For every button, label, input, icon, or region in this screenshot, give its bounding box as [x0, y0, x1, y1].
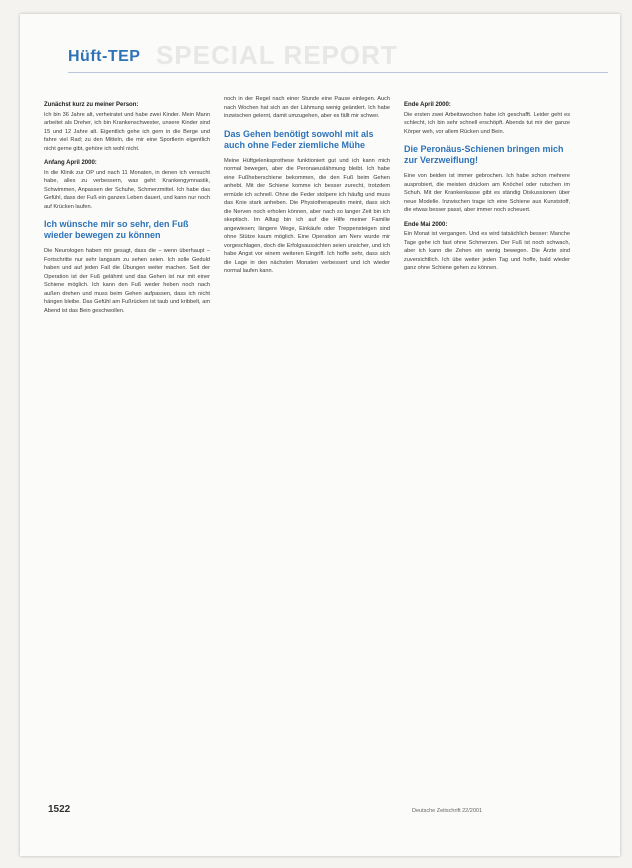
- column-left: [44, 95, 210, 319]
- header-banner: SPECIAL REPORT: [156, 40, 398, 70]
- footer-source: Deutsche Zeitschrift 22/2001: [412, 808, 483, 814]
- page-header: [36, 34, 606, 78]
- subheading: Die Peronäus-Schienen bringen mich zur Verzweiflung!: [404, 144, 564, 165]
- paragraph: Ich bin 36 Jahre alt, verheiratet und habe zwei Kinder. Mein Mann arbeitet als Dreher, ich bin Krankenschwester, unsere Kinder sind 15 und 12 Jahre alt. Eigentlich gehe ich gern in die Berge und fahre viel Rad; zu den Mitteln, die mir eine Sportlerin eigentlich nicht gerne gibt, gehöre ich wohl nicht.: [44, 111, 210, 152]
- paragraph-label: Ende Mai 2000:: [404, 221, 448, 228]
- paragraph: Eine von beiden ist immer gebrochen. Ich habe schon mehrere ausprobiert, die meisten drücken am Knöchel oder rutschen im Schuh. Mit der Krankenkasse gibt es ständig Diskussionen über neue Modelle. Inzwischen trage ich eine Schiene aus Kunststoff, die etwas besser passt, aber immer noch scheuert.: [404, 173, 570, 213]
- paragraph-label: Ende April 2000:: [404, 102, 451, 108]
- paragraph: In die Klinik zur OP und nach 11 Monaten, in denen ich versucht habe, alles zu verbessern, was geht: Krankengymnastik, Schwimmen, Anpassen der Schuhe, Schmerzmittel. Ich habe das Gefühl, dass der Fuß ein ganzes Leben dauert, und kann nur noch auf Krücken laufen.: [44, 169, 210, 210]
- section-title: Hüft-TEP: [68, 48, 141, 65]
- subheading: Das Gehen benötigt sowohl mit als auch ohne Feder ziemliche Mühe: [224, 128, 374, 150]
- paragraph: Ein Monat ist vergangen. Und es wird tatsächlich besser: Manche Tage gehe ich fast ohne Schmerzen. Der Fuß ist noch schwach, aber ich kann die Zehen ein wenig bewegen. Die Ärzte sind zuversichtlich. Ich übe weiter jeden Tag und hoffe, bald wieder ganz ohne Schiene gehen zu können.: [404, 231, 570, 271]
- paragraph: Meine Hüftgelenksprothese funktioniert gut und ich kann mich normal bewegen, aber die Peronaeuslähmung bleibt. Ich habe eine Fußheberschiene bekommen, die den Fuß beim Gehen anhebt. Mit der Schiene komme ich besser zurecht, trotzdem ermüde ich schnell. Ohne die Feder stolpere ich häufig und muss das Knie stark anheben. Die Physiotherapeutin meint, dass sich die Nerven noch erholen können, aber nach so langer Zeit bin ich skeptisch. Im Alltag bin ich auf die Hilfe meiner Familie angewiesen; längere Wege, Einkäufe oder Treppensteigen sind ohne Stütze kaum möglich. Eine Operation am Nerv wurde mir vorgeschlagen, doch die Erfolgsaussichten seien unsicher, und ich habe Angst vor einem weiteren Eingriff. Ich hoffe sehr, dass sich die Lage in den nächsten Monaten verbessert und ich wieder normal laufen kann.: [224, 157, 390, 274]
- paragraph: Die ersten zwei Arbeitswochen habe ich geschafft. Leider geht es schlecht, ich bin sehr schnell erschöpft. Abends tut mir der ganze Körper weh, vor allem Rücken und Bein.: [404, 111, 570, 135]
- paragraph-label: Anfang April 2000:: [44, 160, 97, 166]
- header-divider: [68, 72, 608, 73]
- paragraph: Die Neurologen haben mir gesagt, dass die – wenn überhaupt – Fortschritte nur sehr langsam zu sehen seien. Ich solle Geduld haben und auf jeden Fall die Übungen weiter machen. Seit der Operation ist der Fuß gelähmt und das Gehen ist nur mit einer Schiene möglich. Ich kann den Fuß weder heben noch nach außen drehen und muss beim Gehen aufpassen, dass ich nicht hängen bleibe. Das Gefühl am Fußrücken ist taub und kribbelt, am Abend ist das Bein geschwollen.: [44, 248, 210, 314]
- page-number: 1522: [48, 804, 71, 815]
- subheading: Ich wünsche mir so sehr, den Fuß wieder bewegen zu können: [44, 219, 189, 240]
- column-right: [404, 95, 570, 277]
- paragraph: noch in der Regel nach einer Stunde eine Pause einlegen. Auch nach Wochen hat sich an der Lähmung wenig geändert. Ich habe inzwischen gelernt, damit umzugehen, aber es fällt mir schwer.: [224, 96, 390, 119]
- column-middle: [224, 95, 390, 280]
- paragraph-label: Zunächst kurz zu meiner Person:: [44, 102, 139, 108]
